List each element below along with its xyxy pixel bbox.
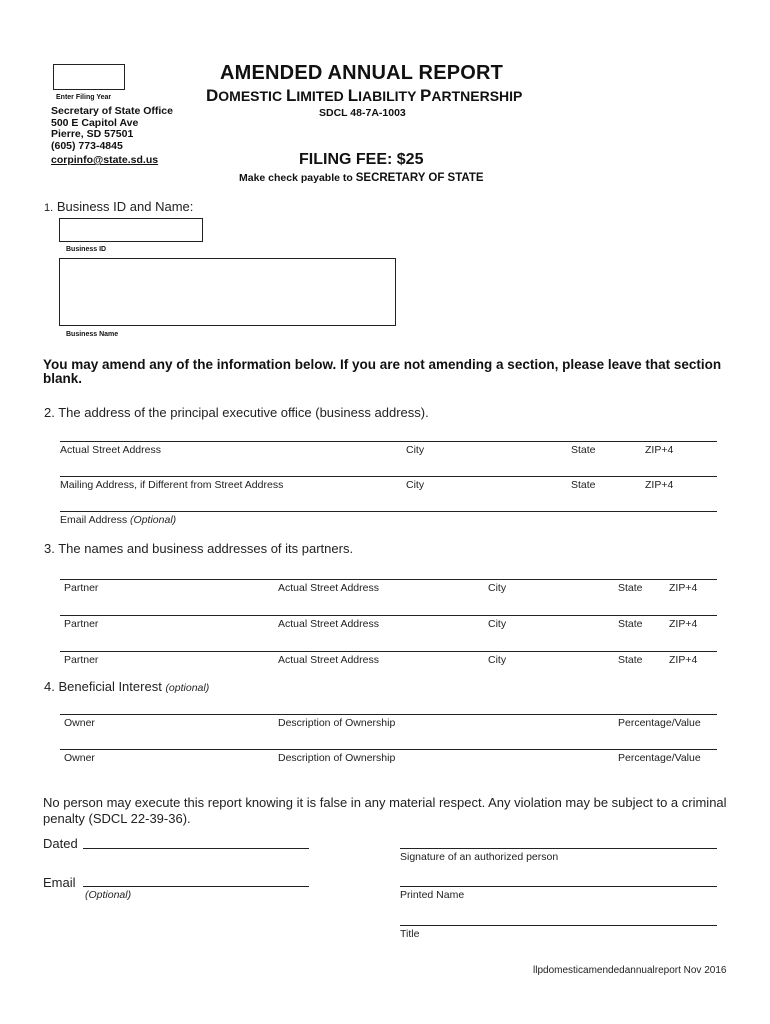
filing-fee: FILING FEE: $25 [299,151,424,168]
payable-note [239,172,484,184]
percentage-value-label: Percentage/Value [618,752,701,764]
mailing-city-label: City [406,479,425,491]
street-address-label: Actual Street Address [60,444,161,456]
partner-line-2[interactable] [60,615,717,616]
filing-year-input[interactable] [53,64,125,90]
filing-year-label: Enter Filing Year [56,94,112,101]
amend-notice: You may amend any of the information below. If you are not amending a section, please leave that section blank. [43,357,722,386]
email-optional-text: (Optional) [130,514,177,526]
section4-optional: (optional) [165,682,210,694]
subtitle-word: DOMESTIC [206,86,283,105]
mailing-state-label: State [571,479,596,491]
percentage-value-label: Percentage/Value [618,717,701,729]
payable-prefix: Make check payable to [239,172,353,184]
section2-heading [44,405,429,420]
partner-state-label: State [618,654,643,666]
subtitle-word: LIMITED [285,86,344,105]
form-title: AMENDED ANNUAL REPORT [220,62,504,84]
office-city: Pierre, SD 57501 [51,128,134,140]
ownership-description-label: Description of Ownership [278,717,396,729]
city-label: City [406,444,425,456]
owner-line-2[interactable] [60,749,717,750]
partner-city-label: City [488,582,507,594]
partner-address-label: Actual Street Address [278,618,379,630]
section3-heading [44,541,353,556]
printed-name-line[interactable] [400,886,717,887]
business-address-line[interactable] [60,441,717,442]
mailing-zip-label: ZIP+4 [645,479,674,491]
title-label: Title [400,928,420,940]
office-name: Secretary of State Office [51,105,173,117]
partner-line-3[interactable] [60,651,717,652]
office-email-link[interactable]: corpinfo@state.sd.us [51,154,159,166]
dated-label: Dated [43,836,78,851]
section3-number: 3. [44,541,55,556]
dated-line[interactable] [83,848,309,849]
state-label: State [571,444,596,456]
email-address-label [60,514,176,526]
subtitle-word: LIABILITY [347,86,417,105]
title-line[interactable] [400,925,717,926]
partner-state-label: State [618,618,643,630]
statute-reference: SDCL 48-7A-1003 [319,107,406,119]
owner-label: Owner [64,752,95,764]
zip-label: ZIP+4 [645,444,674,456]
partner-state-label: State [618,582,643,594]
owner-label: Owner [64,717,95,729]
owner-line-1[interactable] [60,714,717,715]
section1-heading [44,199,193,214]
partner-city-label: City [488,654,507,666]
partner-zip-label: ZIP+4 [669,618,698,630]
signature-label: Signature of an authorized person [400,851,559,863]
email-address-text: Email Address [60,514,128,526]
subtitle-word: PARTNERSHIP [420,86,523,105]
email-label: Email [43,875,76,890]
partner-address-label: Actual Street Address [278,654,379,666]
email-line[interactable] [83,886,309,887]
form-subtitle [206,86,522,106]
mailing-address-line[interactable] [60,476,717,477]
partner-label: Partner [64,654,99,666]
section3-title: The names and business addresses of its partners. [58,541,354,556]
partner-address-label: Actual Street Address [278,582,379,594]
email-address-line[interactable] [60,511,717,512]
business-name-input[interactable] [59,258,396,326]
partner-label: Partner [64,618,99,630]
business-name-label: Business Name [66,331,119,338]
form-footer-code: llpdomesticamendedannualreport Nov 2016 [533,965,727,976]
office-address [51,106,173,152]
mailing-address-label: Mailing Address, if Different from Street Address [60,479,284,491]
office-phone: (605) 773-4845 [51,139,123,152]
partner-label: Partner [64,582,99,594]
section4-number: 4. [44,679,55,694]
business-id-input[interactable] [59,218,203,242]
email-optional-label: (Optional) [85,889,132,901]
section1-title: Business ID and Name: [56,199,194,214]
payable-to: SECRETARY OF STATE [355,172,484,184]
partner-line-1[interactable] [60,579,717,580]
signature-line[interactable] [400,848,717,849]
partner-zip-label: ZIP+4 [669,654,698,666]
section4-heading [44,679,209,694]
penalty-statement: No person may execute this report knowing it is false in any material respect. Any violation may be subject to a criminal penalty (SDCL 22-39-36). [43,795,727,826]
partner-city-label: City [488,618,507,630]
printed-name-label: Printed Name [400,889,465,901]
office-street: 500 E Capitol Ave [51,116,139,129]
business-id-label: Business ID [66,246,107,253]
section4-title: Beneficial Interest [58,679,162,694]
ownership-description-label: Description of Ownership [278,752,396,764]
section2-number: 2. [44,405,55,420]
section1-number: 1. [44,202,54,214]
section2-title: The address of the principal executive office (business address). [58,405,429,420]
partner-zip-label: ZIP+4 [669,582,698,594]
